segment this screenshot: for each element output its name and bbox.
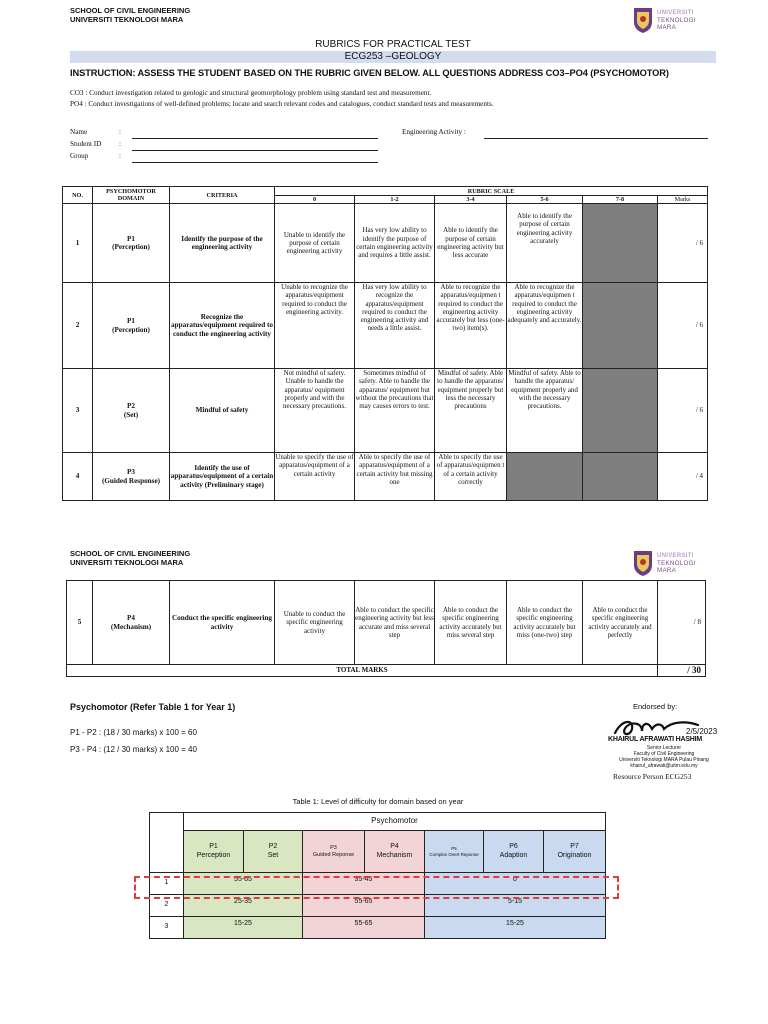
col-p3: P3 Guided Reponse bbox=[303, 831, 365, 873]
year-cell: 3 bbox=[150, 917, 184, 939]
po4-text: PO4 : Conduct investigations of well-defined problems; locate and search relevant codes and catalogues, conduct standard tests and measurements. bbox=[70, 100, 494, 108]
school-name: SCHOOL OF CIVIL ENGINEERING bbox=[70, 6, 191, 15]
table-row bbox=[63, 204, 708, 283]
cell-scale-3-4: Able to recognize the apparatus/equipmen t required to conduct the engineering activity accurately but less (one-two) item(s). bbox=[435, 283, 507, 369]
col-p6: P6 Adaption bbox=[484, 831, 544, 873]
page-title: RUBRICS FOR PRACTICAL TEST bbox=[315, 39, 471, 50]
blue-range: 5-15 bbox=[425, 895, 606, 917]
cell-scale-3-4: Able to conduct the specific engineering activity accurately but miss several step bbox=[435, 581, 507, 665]
total-value: / 30 bbox=[658, 665, 706, 677]
cell-scale-5-6: Able to recognize the apparatus/equipmen t required to conduct the engineering activity adequately and accurately. bbox=[507, 283, 583, 369]
table-row bbox=[67, 581, 706, 665]
rubric-table-continued bbox=[66, 580, 706, 677]
rubric-table bbox=[62, 186, 708, 501]
scale-3-4: 3-4 bbox=[435, 196, 507, 204]
table1-caption: Table 1: Level of difficulty for domain based on year bbox=[292, 797, 464, 806]
table1-row bbox=[150, 917, 606, 939]
cell-scale-1-2: Has very low ability to identify the purpose of certain engineering activity and requires a little assist. bbox=[355, 204, 435, 283]
blue-range: 15-25 bbox=[425, 917, 606, 939]
scale-1-2: 1-2 bbox=[355, 196, 435, 204]
green-range: 55-65 bbox=[184, 873, 303, 895]
row-domain: P1 (Perception) bbox=[93, 283, 170, 369]
cell-scale-3-4: Able to identify the purpose of certain engineering activity but less accurate bbox=[435, 204, 507, 283]
table1-header: Psychomotor bbox=[184, 813, 606, 831]
pink-range: 35-45 bbox=[303, 873, 425, 895]
cell-scale-7-8-disabled bbox=[583, 283, 658, 369]
year-cell: 1 bbox=[150, 873, 184, 895]
cell-marks: / 6 bbox=[658, 283, 708, 369]
row-no: 4 bbox=[63, 453, 93, 501]
row-domain: P2 (Set) bbox=[93, 369, 170, 453]
cell-marks: / 6 bbox=[658, 369, 708, 453]
student-id-label: Student ID bbox=[70, 140, 102, 148]
table1-corner bbox=[150, 813, 184, 831]
pink-range: 55-65 bbox=[303, 917, 425, 939]
cell-scale-5-6: Mindful of safety. Able to handle the apparatus/ equipment properly and with the necessary precautions. bbox=[507, 369, 583, 453]
header-domain: PSYCHOMOTOR DOMAIN bbox=[93, 187, 170, 204]
total-row bbox=[67, 665, 706, 677]
colon: : bbox=[119, 152, 121, 160]
green-range: 25-35 bbox=[184, 895, 303, 917]
cell-scale-7-8-disabled bbox=[583, 369, 658, 453]
co3-text: CO3 : Conduct investigation related to geologic and structural geomorphology problem using standard test and measurement. bbox=[70, 89, 432, 97]
name-field[interactable] bbox=[132, 130, 378, 139]
colon: : bbox=[119, 128, 121, 136]
psychomotor-line-1: P1 - P2 : (18 / 30 marks) x 100 = 60 bbox=[70, 728, 197, 737]
cell-scale-5-6: Able to conduct the specific engineering activity accurately but miss (one-two) step bbox=[507, 581, 583, 665]
cell-scale-7-8-disabled bbox=[583, 453, 658, 501]
cell-scale-3-4: Mindful of safety. Able to handle the apparatus/ equipment properly but less the necessary precautions bbox=[435, 369, 507, 453]
activity-label: Engineering Activity : bbox=[402, 128, 466, 136]
uitm-logo: UNIVERSITI TEKNOLOGI MARA bbox=[632, 546, 698, 580]
instruction: INSTRUCTION: ASSESS THE STUDENT BASED ON THE RUBRIC GIVEN BELOW. ALL QUESTIONS ADDRESS CO3–PO4 (PSYCHOMOTOR) bbox=[70, 68, 669, 78]
header-rubric-scale: RUBRIC SCALE bbox=[275, 187, 708, 196]
cell-scale-7-8: Able to conduct the specific engineering activity accurately and perfectly bbox=[583, 581, 658, 665]
cell-scale-5-6-disabled bbox=[507, 453, 583, 501]
header-no: NO. bbox=[63, 187, 93, 204]
cell-scale-0: Unable to conduct the specific engineering activity bbox=[275, 581, 355, 665]
row-criteria: Identify the purpose of the engineering activity bbox=[170, 204, 275, 283]
course-band: ECG253 –GEOLOGY bbox=[70, 51, 716, 63]
cell-scale-5-6: Able to identify the purpose of certain engineering activity accurately bbox=[507, 204, 583, 283]
table-row bbox=[63, 283, 708, 369]
university-name: UNIVERSITI TEKNOLOGI MARA bbox=[70, 15, 184, 24]
cell-marks: / 4 bbox=[658, 453, 708, 501]
col-p1: P1 Perception bbox=[184, 831, 244, 873]
cell-scale-1-2: Sometimes mindful of safety. Able to handle the apparatus/ equipment but without the precautions that may causes errors to test. bbox=[355, 369, 435, 453]
year-cell: 2 bbox=[150, 895, 184, 917]
uitm-logo: UNIVERSITI TEKNOLOGI MARA bbox=[632, 3, 698, 37]
cell-scale-1-2: Able to conduct the specific engineering activity but less accurate and miss several step bbox=[355, 581, 435, 665]
col-p7: P7 Origination bbox=[544, 831, 606, 873]
name-label: Name bbox=[70, 128, 88, 136]
colon: : bbox=[119, 140, 121, 148]
cell-scale-0: Not mindful of safety. Unable to handle the apparatus/ equipment properly and with the necessary precautions. bbox=[275, 369, 355, 453]
table-row bbox=[63, 369, 708, 453]
blue-range: 0 bbox=[425, 873, 606, 895]
crest-icon bbox=[632, 6, 654, 34]
col-p5: P5 Complex Overt Reponse bbox=[425, 831, 484, 873]
row-no: 2 bbox=[63, 283, 93, 369]
row-criteria: Mindful of safety bbox=[170, 369, 275, 453]
cell-scale-1-2: Able to specify the use of apparatus/equipment of a certain activity but missing one bbox=[355, 453, 435, 501]
row-domain: P1 (Perception) bbox=[93, 204, 170, 283]
row-domain: P4 (Mechanism) bbox=[93, 581, 170, 665]
col-p4: P4 Mechanism bbox=[365, 831, 425, 873]
cell-marks: / 6 bbox=[658, 204, 708, 283]
endorser-name: KHAIRUL AFRAWATI HASHIM bbox=[608, 736, 703, 743]
scale-7-8: 7-8 bbox=[583, 196, 658, 204]
school-name: SCHOOL OF CIVIL ENGINEERING bbox=[70, 549, 191, 558]
endorsed-label: Endorsed by: bbox=[633, 702, 678, 711]
resource-person: Resource Person ECG253 bbox=[613, 772, 692, 781]
cell-scale-0: Unable to identify the purpose of certain engineering activity bbox=[275, 204, 355, 283]
total-label: TOTAL MARKS bbox=[67, 665, 658, 677]
scale-5-6: 5-6 bbox=[507, 196, 583, 204]
row-no: 1 bbox=[63, 204, 93, 283]
psychomotor-line-2: P3 - P4 : (12 / 30 marks) x 100 = 40 bbox=[70, 745, 197, 754]
row-criteria: Conduct the specific engineering activity bbox=[170, 581, 275, 665]
row-no: 3 bbox=[63, 369, 93, 453]
row-criteria: Identify the use of apparatus/equipment of a certain activity (Preliminary stage) bbox=[170, 453, 275, 501]
university-name: UNIVERSITI TEKNOLOGI MARA bbox=[70, 558, 184, 567]
psychomotor-heading: Psychomotor (Refer Table 1 for Year 1) bbox=[70, 702, 236, 712]
cell-scale-0: Unable to recognize the apparatus/equipment required to conduct the engineering activity. bbox=[275, 283, 355, 369]
student-id-field[interactable] bbox=[132, 142, 378, 151]
endorser-stamp: Senior Lecturer Faculty of Civil Engineering Universiti Teknologi MARA Pulau Pinang khairul_afrawati@uitm.edu.my bbox=[619, 745, 709, 769]
header-marks: Marks bbox=[658, 196, 708, 204]
cell-marks: / 8 bbox=[658, 581, 706, 665]
cell-scale-1-2: Has very low ability to recognize the apparatus/equipment required to conduct the engineering activity and needs a little assist. bbox=[355, 283, 435, 369]
cell-scale-3-4: Able to specify the use of apparatus/equipmen t of a certain activity correctly bbox=[435, 453, 507, 501]
col-p2: P2 Set bbox=[244, 831, 303, 873]
scale-0: 0 bbox=[275, 196, 355, 204]
activity-field[interactable] bbox=[484, 130, 708, 139]
endorse-date: 2/5/2023 bbox=[686, 727, 718, 736]
group-field[interactable] bbox=[132, 154, 378, 163]
row-domain: P3 (Guided Response) bbox=[93, 453, 170, 501]
table1-corner-lower bbox=[150, 831, 184, 873]
cell-scale-0: Unable to specify the use of apparatus/equipment of a certain activity bbox=[275, 453, 355, 501]
row-no: 5 bbox=[67, 581, 93, 665]
table-row bbox=[63, 453, 708, 501]
year1-highlight bbox=[134, 876, 619, 899]
cell-scale-7-8-disabled bbox=[583, 204, 658, 283]
green-range: 15-25 bbox=[184, 917, 303, 939]
row-criteria: Recognize the apparatus/equipment required to conduct the engineering activity bbox=[170, 283, 275, 369]
pink-range: 55-65 bbox=[303, 895, 425, 917]
group-label: Group bbox=[70, 152, 89, 160]
crest-icon bbox=[632, 549, 654, 577]
header-criteria: CRITERIA bbox=[170, 187, 275, 204]
